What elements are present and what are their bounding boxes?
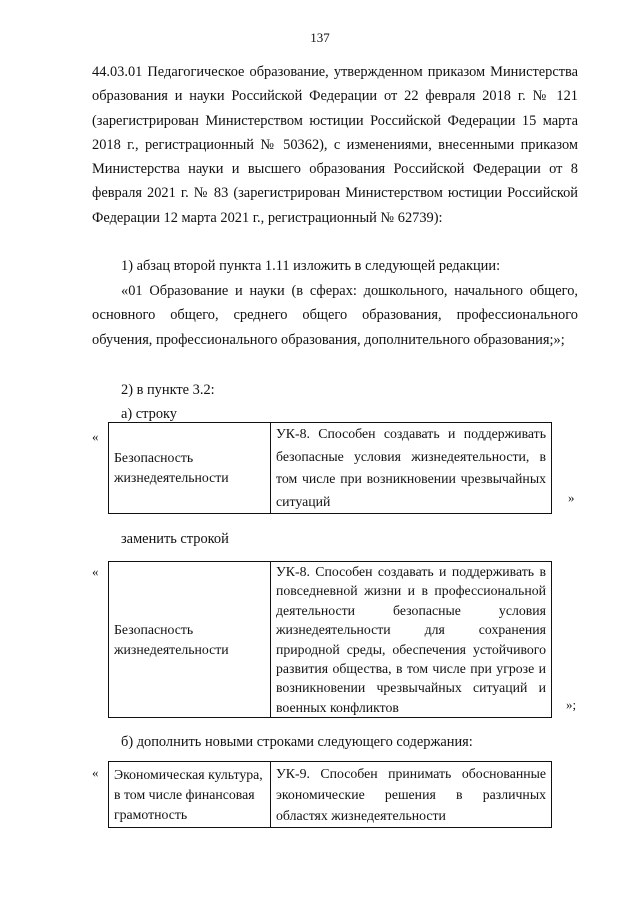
table-row: [109, 762, 552, 828]
table-added-row: [108, 761, 552, 828]
table-row: [109, 423, 552, 514]
category-cell: Экономическая культура, в том числе финансовая грамотность: [109, 762, 271, 828]
page-number: 137: [310, 30, 330, 45]
competence-cell: УК-8. Способен создавать и поддерживать безопасные условия жизнедеятельности, в том числе при возникновении чрезвычайных ситуаций: [271, 423, 552, 514]
table-row: [109, 562, 552, 718]
quote-open-3: «: [92, 765, 99, 780]
table-old-row: [108, 422, 552, 514]
category-cell: Безопасность жизнедеятельности: [109, 423, 271, 514]
category-cell: Безопасность жизнедеятельности: [109, 562, 271, 718]
item-1-quote: «01 Образование и науки (в сферах: дошкольного, начального общего, основного общего, среднего общего образования, профессионального обучения, профессионального образования, дополнительного образования;»;: [92, 283, 578, 348]
replace-with-text: заменить строкой: [121, 531, 229, 547]
intro-paragraph: 44.03.01 Педагогическое образование, утвержденном приказом Министерства образования и науки Российской Федерации от 22 февраля 2018 г. № 121 (зарегистрирован Министерством юстиции Российской Федерации 15 марта 2018 г., регистрационный № 50362), с изменениями, внесенными приказом Министерства науки и высшего образования Российской Федерации от 8 февраля 2021 г. № 83 (зарегистрирован Министерством юстиции Российской Федерации 12 марта 2021 г., регистрационный № 62739):: [92, 64, 578, 226]
quote-close-1: »: [568, 490, 575, 505]
competence-cell: УК-8. Способен создавать и поддерживать в повседневной жизни и в профессиональной деятельности безопасные условия жизнедеятельности для сохранения природной среды, обеспечения устойчивого развития общества, в том числе при угрозе и возникновении чрезвычайных ситуаций и военных конфликтов: [271, 562, 552, 718]
quote-close-2: »;: [566, 697, 577, 712]
quote-open-2: «: [92, 564, 99, 579]
item-1: 1) абзац второй пункта 1.11 изложить в следующей редакции:: [121, 258, 501, 274]
table-new-row: [108, 561, 552, 718]
competence-cell: УК-9. Способен принимать обоснованные экономические решения в различных областях жизнедеятельности: [271, 762, 552, 828]
quote-open-1: «: [92, 429, 99, 444]
item-2: 2) в пункте 3.2:: [121, 382, 215, 398]
item-2b: б) дополнить новыми строками следующего содержания:: [121, 734, 473, 750]
item-2a: а) строку: [121, 406, 178, 422]
